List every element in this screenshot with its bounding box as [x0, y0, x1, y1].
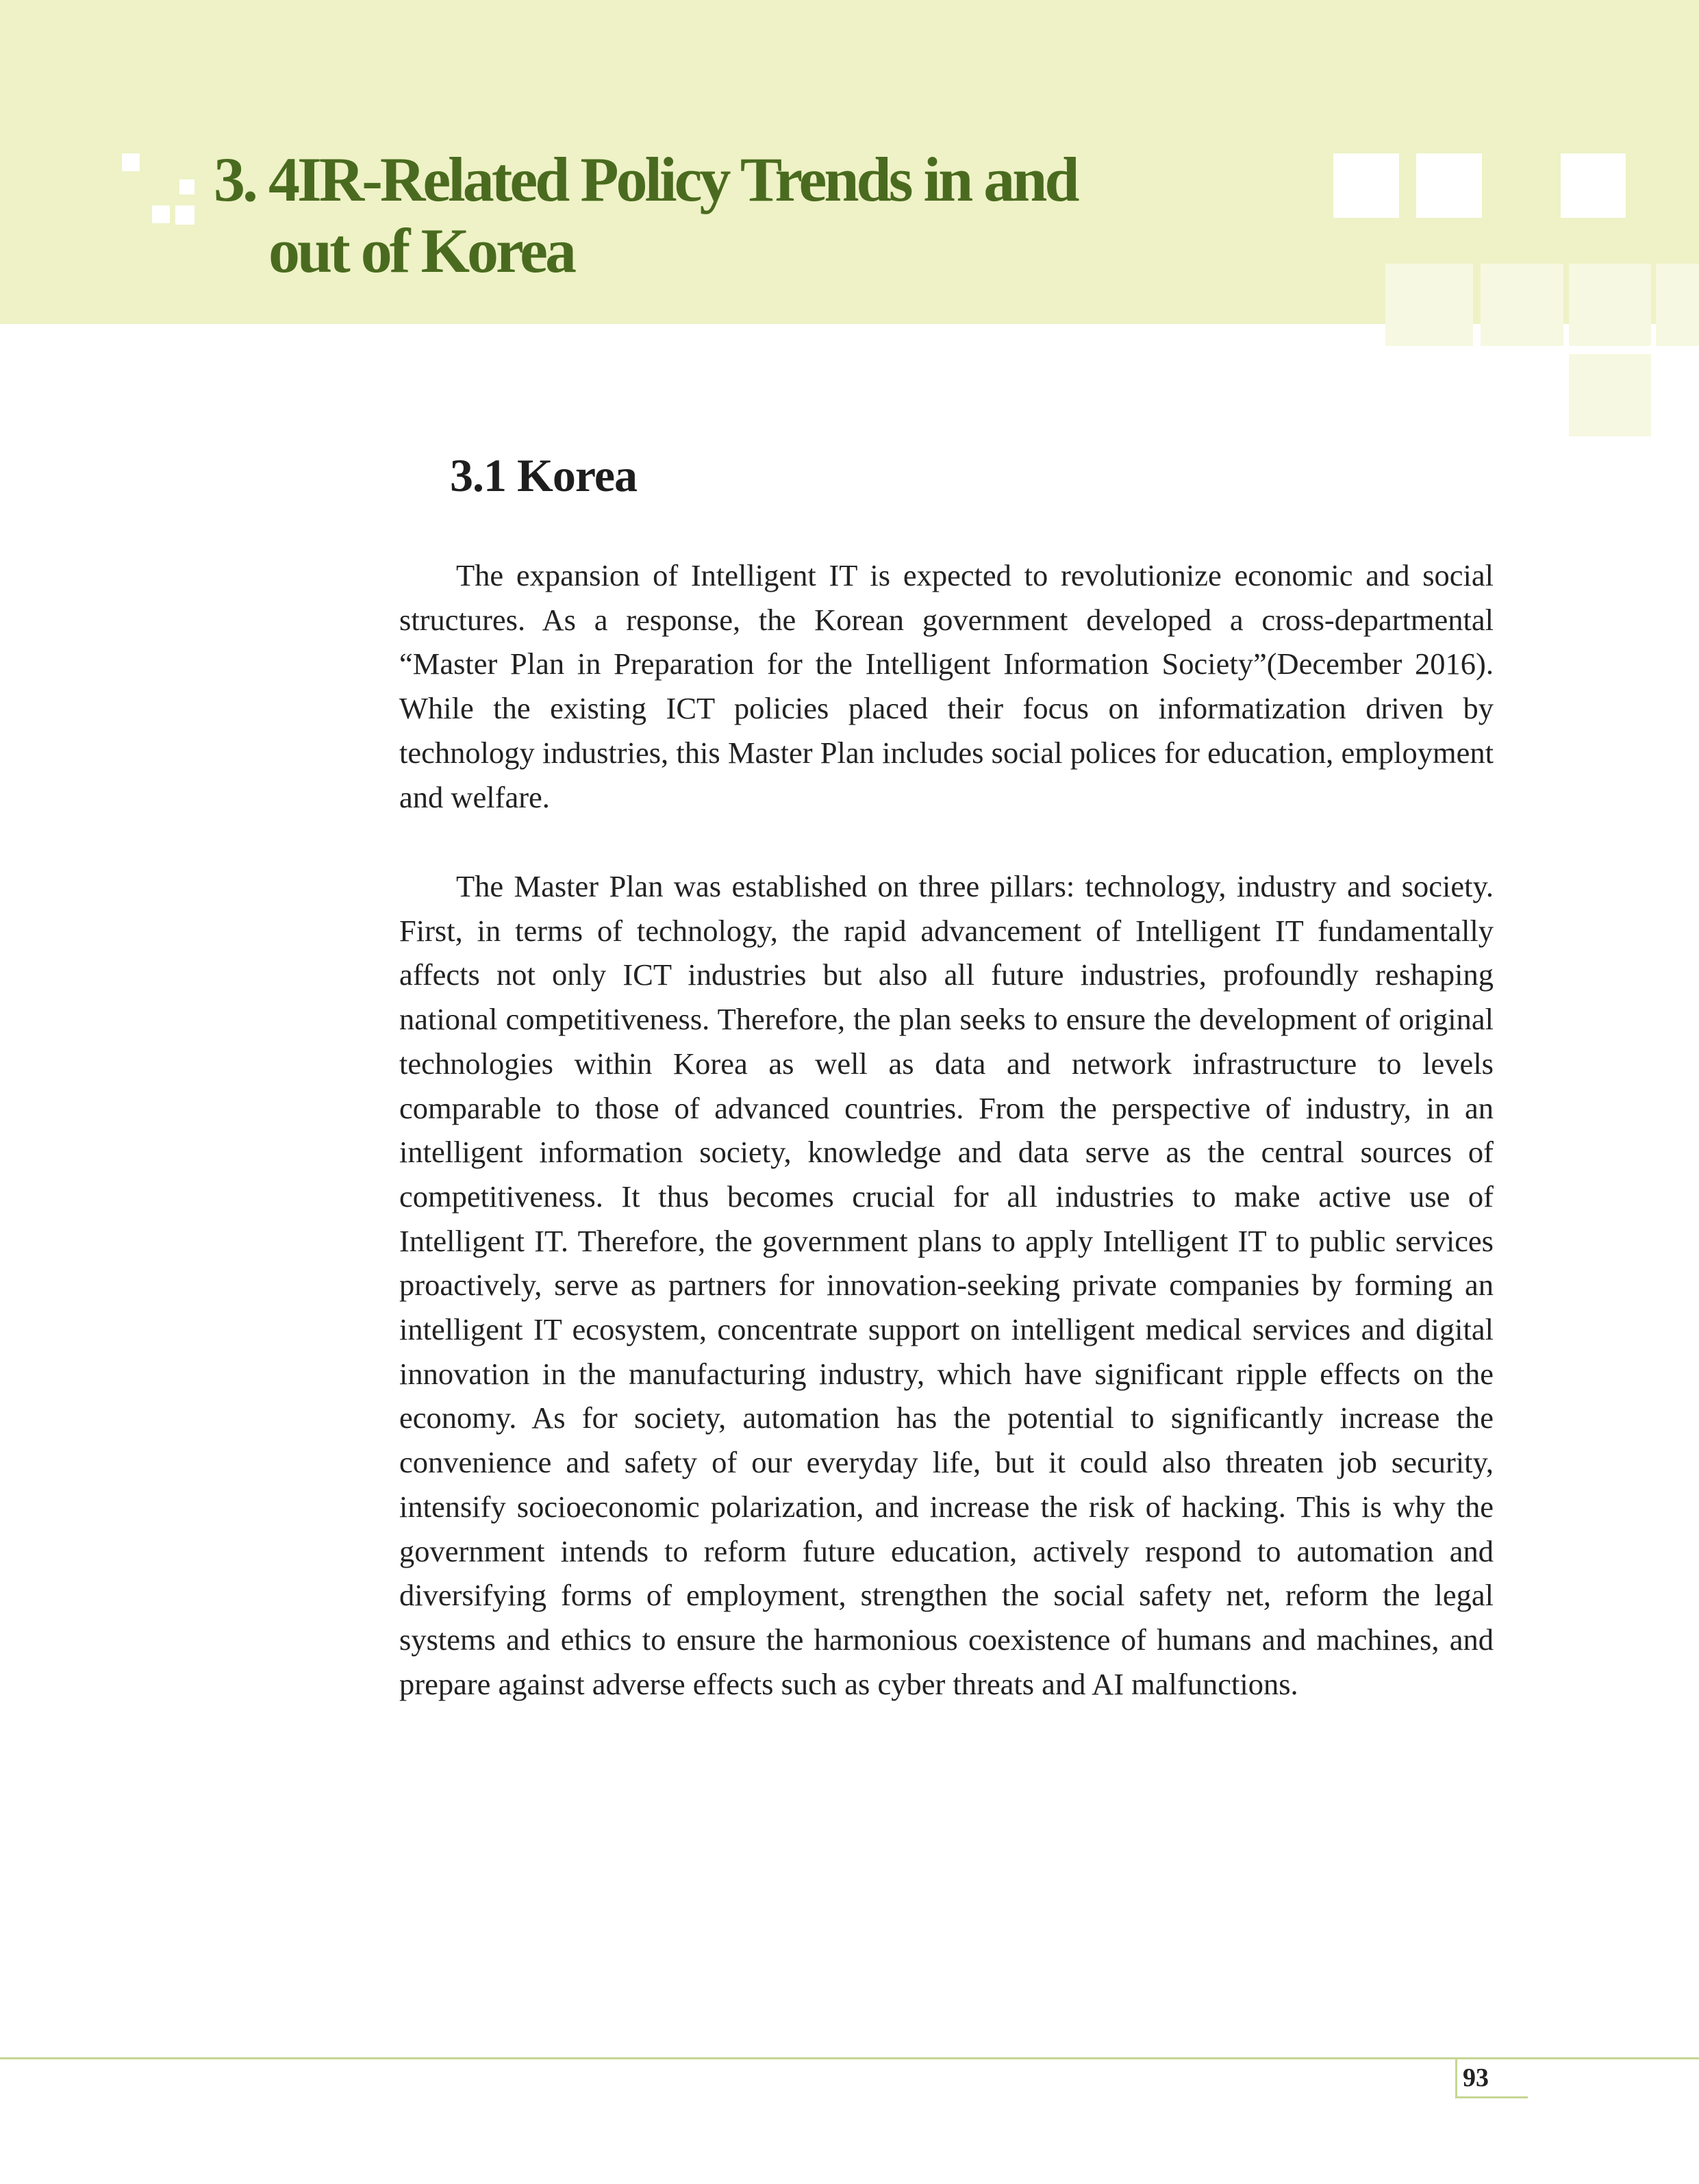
decorative-square	[152, 205, 170, 223]
chapter-title-line2: out of Korea	[268, 216, 575, 286]
body-paragraph: The expansion of Intelligent IT is expected to revolutionize economic and social structures. As a response, the Korean government developed a cross-departmental “Master Plan in Preparation for the Intelligent Information Society”(December 2016). While the existing ICT policies placed their focus on informatization driven by technology industries, this Master Plan includes social polices for education, employment and welfare.	[399, 558, 1494, 814]
decorative-square	[179, 179, 194, 194]
decorative-square	[1385, 264, 1473, 346]
decorative-square	[1333, 153, 1399, 218]
chapter-title	[214, 144, 1241, 286]
decorative-square	[175, 205, 194, 225]
chapter-title-line1: 3. 4IR-Related Policy Trends in and	[214, 145, 1077, 214]
body-paragraph-1-block	[399, 553, 1494, 819]
decorative-square	[122, 153, 140, 171]
decorative-square	[1561, 153, 1626, 218]
body-paragraph-2-block	[399, 864, 1494, 1706]
body-paragraph: The Master Plan was established on three pillars: technology, industry and society. First, in terms of technology, the rapid advancement of Intelligent IT fundamentally affects not only ICT industries but also all future industries, profoundly reshaping national competitiveness. Therefore, the plan seeks to ensure the development of original technologies within Korea as well as data and network infrastructure to levels comparable to those of advanced countries. From the perspective of industry, in an intelligent information society, knowledge and data serve as the central sources of competitiveness. It thus becomes crucial for all industries to make active use of Intelligent IT. Therefore, the government plans to apply Intelligent IT to public services proactively, serve as partners for innovation-seeking private companies by forming an intelligent IT ecosystem, concentrate support on intelligent medical services and digital innovation in the manufacturing industry, which have significant ripple effects on the economy. As for society, automation has the potential to significantly increase the convenience and safety of our everyday life, but it could also threaten job security, intensify socioeconomic polarization, and increase the risk of hacking. This is why the government intends to reform future education, actively respond to automation and diversifying forms of employment, strengthen the social safety net, reform the legal systems and ethics to ensure the harmonious coexistence of humans and machines, and prepare against adverse effects such as cyber threats and AI malfunctions.	[399, 869, 1494, 1701]
decorative-square	[1416, 153, 1482, 218]
decorative-square	[1656, 264, 1699, 346]
page-number: 93	[1463, 2063, 1489, 2092]
footer-rule	[0, 2057, 1699, 2059]
decorative-square	[1481, 264, 1563, 346]
decorative-square	[1569, 264, 1651, 346]
section-heading: 3.1 Korea	[450, 449, 638, 501]
decorative-square	[1569, 354, 1651, 436]
